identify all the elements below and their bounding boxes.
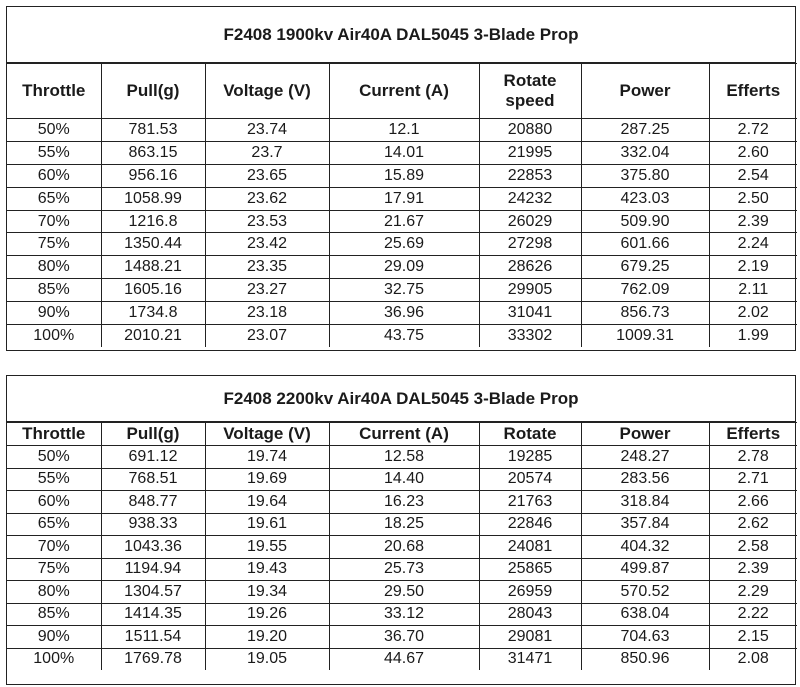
table-cell: 28043 — [479, 603, 581, 626]
table-cell: 2.58 — [709, 536, 797, 559]
table-cell: 1414.35 — [101, 603, 205, 626]
table-cell: 25.69 — [329, 233, 479, 256]
table-cell: 21.67 — [329, 210, 479, 233]
table-cell: 19.55 — [205, 536, 329, 559]
table-cell: 357.84 — [581, 513, 709, 536]
table-row — [7, 164, 797, 187]
table-row — [7, 626, 797, 649]
table-cell: 287.25 — [581, 119, 709, 142]
table-cell: 2.11 — [709, 279, 797, 302]
table-cell: 90% — [7, 302, 101, 325]
table-cell: 509.90 — [581, 210, 709, 233]
table-cell: 25.73 — [329, 558, 479, 581]
table-row — [7, 233, 797, 256]
table-cell: 781.53 — [101, 119, 205, 142]
table-cell: 20880 — [479, 119, 581, 142]
table-row — [7, 210, 797, 233]
column-header: Throttle — [7, 423, 101, 446]
table-cell: 23.27 — [205, 279, 329, 302]
table-cell: 318.84 — [581, 491, 709, 514]
table-cell: 23.07 — [205, 325, 329, 347]
table-cell: 1058.99 — [101, 187, 205, 210]
table-cell: 29905 — [479, 279, 581, 302]
table-cell: 2.39 — [709, 210, 797, 233]
table-cell: 1488.21 — [101, 256, 205, 279]
table-cell: 44.67 — [329, 648, 479, 670]
table-cell: 18.25 — [329, 513, 479, 536]
table-cell: 75% — [7, 558, 101, 581]
table-cell: 956.16 — [101, 164, 205, 187]
table-cell: 2.62 — [709, 513, 797, 536]
table-row — [7, 491, 797, 514]
table-cell: 2.08 — [709, 648, 797, 670]
table-cell: 29.09 — [329, 256, 479, 279]
table-cell: 2.22 — [709, 603, 797, 626]
table-cell: 20.68 — [329, 536, 479, 559]
table-cell: 20574 — [479, 468, 581, 491]
table-cell: 80% — [7, 581, 101, 604]
table-cell: 27298 — [479, 233, 581, 256]
table-cell: 2.02 — [709, 302, 797, 325]
table-cell: 33.12 — [329, 603, 479, 626]
table-cell: 85% — [7, 279, 101, 302]
table-cell: 23.42 — [205, 233, 329, 256]
column-header: Power — [581, 64, 709, 119]
table-cell: 1304.57 — [101, 581, 205, 604]
table-cell: 2.60 — [709, 141, 797, 164]
table-cell: 423.03 — [581, 187, 709, 210]
table-cell: 29.50 — [329, 581, 479, 604]
table-cell: 85% — [7, 603, 101, 626]
table-row — [7, 513, 797, 536]
table-cell: 26959 — [479, 581, 581, 604]
column-header: Efferts — [709, 423, 797, 446]
table-cell: 1216.8 — [101, 210, 205, 233]
table-cell: 704.63 — [581, 626, 709, 649]
table-cell: 19.61 — [205, 513, 329, 536]
table-cell: 332.04 — [581, 141, 709, 164]
table-cell: 50% — [7, 446, 101, 469]
table-cell: 60% — [7, 491, 101, 514]
table-cell: 1194.94 — [101, 558, 205, 581]
table-row — [7, 187, 797, 210]
table-cell: 2010.21 — [101, 325, 205, 347]
table-cell: 19.05 — [205, 648, 329, 670]
table-cell: 856.73 — [581, 302, 709, 325]
table-row — [7, 603, 797, 626]
table-cell: 21995 — [479, 141, 581, 164]
table-cell: 2.50 — [709, 187, 797, 210]
table-cell: 23.35 — [205, 256, 329, 279]
table-title: F2408 2200kv Air40A DAL5045 3-Blade Prop — [7, 376, 795, 422]
table-cell: 100% — [7, 325, 101, 347]
table-cell: 1511.54 — [101, 626, 205, 649]
table-cell: 31041 — [479, 302, 581, 325]
table-row — [7, 648, 797, 670]
table-cell: 15.89 — [329, 164, 479, 187]
table-cell: 499.87 — [581, 558, 709, 581]
table-cell: 36.70 — [329, 626, 479, 649]
table-cell: 33302 — [479, 325, 581, 347]
table-cell: 248.27 — [581, 446, 709, 469]
table-cell: 1734.8 — [101, 302, 205, 325]
table-cell: 23.18 — [205, 302, 329, 325]
table-cell: 16.23 — [329, 491, 479, 514]
motor-test-table-1900kv — [6, 6, 796, 351]
column-header: Pull(g) — [101, 423, 205, 446]
table-cell: 32.75 — [329, 279, 479, 302]
table-row — [7, 558, 797, 581]
table-cell: 691.12 — [101, 446, 205, 469]
table-cell: 1.99 — [709, 325, 797, 347]
table-row — [7, 325, 797, 347]
table-cell: 12.58 — [329, 446, 479, 469]
table-cell: 24081 — [479, 536, 581, 559]
column-header: Rotate speed — [479, 64, 581, 119]
table-cell: 19.69 — [205, 468, 329, 491]
table-cell: 638.04 — [581, 603, 709, 626]
table-cell: 601.66 — [581, 233, 709, 256]
table-cell: 17.91 — [329, 187, 479, 210]
column-header: Efferts — [709, 64, 797, 119]
table-cell: 65% — [7, 187, 101, 210]
table-cell: 100% — [7, 648, 101, 670]
table-cell: 36.96 — [329, 302, 479, 325]
table-cell: 19285 — [479, 446, 581, 469]
table-cell: 2.15 — [709, 626, 797, 649]
table-cell: 2.24 — [709, 233, 797, 256]
table-cell: 31471 — [479, 648, 581, 670]
table-cell: 19.20 — [205, 626, 329, 649]
column-header: Voltage (V) — [205, 423, 329, 446]
table-cell: 2.29 — [709, 581, 797, 604]
table-cell: 65% — [7, 513, 101, 536]
table-cell: 768.51 — [101, 468, 205, 491]
table-cell: 570.52 — [581, 581, 709, 604]
table-cell: 43.75 — [329, 325, 479, 347]
table-cell: 1009.31 — [581, 325, 709, 347]
table-row — [7, 256, 797, 279]
table-row — [7, 468, 797, 491]
table-cell: 28626 — [479, 256, 581, 279]
table-cell: 375.80 — [581, 164, 709, 187]
table-row — [7, 119, 797, 142]
table-cell: 850.96 — [581, 648, 709, 670]
table-cell: 23.53 — [205, 210, 329, 233]
table-cell: 19.43 — [205, 558, 329, 581]
column-header: Current (A) — [329, 64, 479, 119]
table-row — [7, 581, 797, 604]
table-cell: 23.7 — [205, 141, 329, 164]
column-header: Power — [581, 423, 709, 446]
table-cell: 22846 — [479, 513, 581, 536]
table-cell: 26029 — [479, 210, 581, 233]
table-cell: 24232 — [479, 187, 581, 210]
table-cell: 19.26 — [205, 603, 329, 626]
table-cell: 2.71 — [709, 468, 797, 491]
table-cell: 70% — [7, 536, 101, 559]
table-cell: 938.33 — [101, 513, 205, 536]
table-cell: 70% — [7, 210, 101, 233]
motor-test-table-2200kv — [6, 375, 796, 685]
table-cell: 14.01 — [329, 141, 479, 164]
table-cell: 2.78 — [709, 446, 797, 469]
table-cell: 19.74 — [205, 446, 329, 469]
column-header: Throttle — [7, 64, 101, 119]
column-header: Voltage (V) — [205, 64, 329, 119]
table-cell: 1605.16 — [101, 279, 205, 302]
table-cell: 25865 — [479, 558, 581, 581]
data-grid — [7, 63, 797, 347]
data-grid — [7, 422, 797, 670]
table-cell: 1769.78 — [101, 648, 205, 670]
table-cell: 55% — [7, 468, 101, 491]
table-cell: 29081 — [479, 626, 581, 649]
table-cell: 19.34 — [205, 581, 329, 604]
table-cell: 60% — [7, 164, 101, 187]
table-cell: 19.64 — [205, 491, 329, 514]
table-cell: 23.62 — [205, 187, 329, 210]
table-cell: 23.65 — [205, 164, 329, 187]
table-cell: 679.25 — [581, 256, 709, 279]
table-cell: 80% — [7, 256, 101, 279]
table-row — [7, 446, 797, 469]
table-cell: 2.19 — [709, 256, 797, 279]
table-cell: 21763 — [479, 491, 581, 514]
table-row — [7, 279, 797, 302]
table-cell: 55% — [7, 141, 101, 164]
column-header: Pull(g) — [101, 64, 205, 119]
table-cell: 2.54 — [709, 164, 797, 187]
column-header: Current (A) — [329, 423, 479, 446]
table-cell: 2.72 — [709, 119, 797, 142]
table-cell: 90% — [7, 626, 101, 649]
table-cell: 283.56 — [581, 468, 709, 491]
table-cell: 14.40 — [329, 468, 479, 491]
table-row — [7, 302, 797, 325]
table-cell: 848.77 — [101, 491, 205, 514]
column-header: Rotate — [479, 423, 581, 446]
table-cell: 404.32 — [581, 536, 709, 559]
table-cell: 23.74 — [205, 119, 329, 142]
table-cell: 2.39 — [709, 558, 797, 581]
table-cell: 75% — [7, 233, 101, 256]
table-cell: 762.09 — [581, 279, 709, 302]
table-cell: 863.15 — [101, 141, 205, 164]
table-row — [7, 141, 797, 164]
table-row — [7, 536, 797, 559]
table-title: F2408 1900kv Air40A DAL5045 3-Blade Prop — [7, 7, 795, 63]
table-cell: 22853 — [479, 164, 581, 187]
table-cell: 1350.44 — [101, 233, 205, 256]
table-cell: 50% — [7, 119, 101, 142]
table-cell: 2.66 — [709, 491, 797, 514]
table-cell: 1043.36 — [101, 536, 205, 559]
table-cell: 12.1 — [329, 119, 479, 142]
